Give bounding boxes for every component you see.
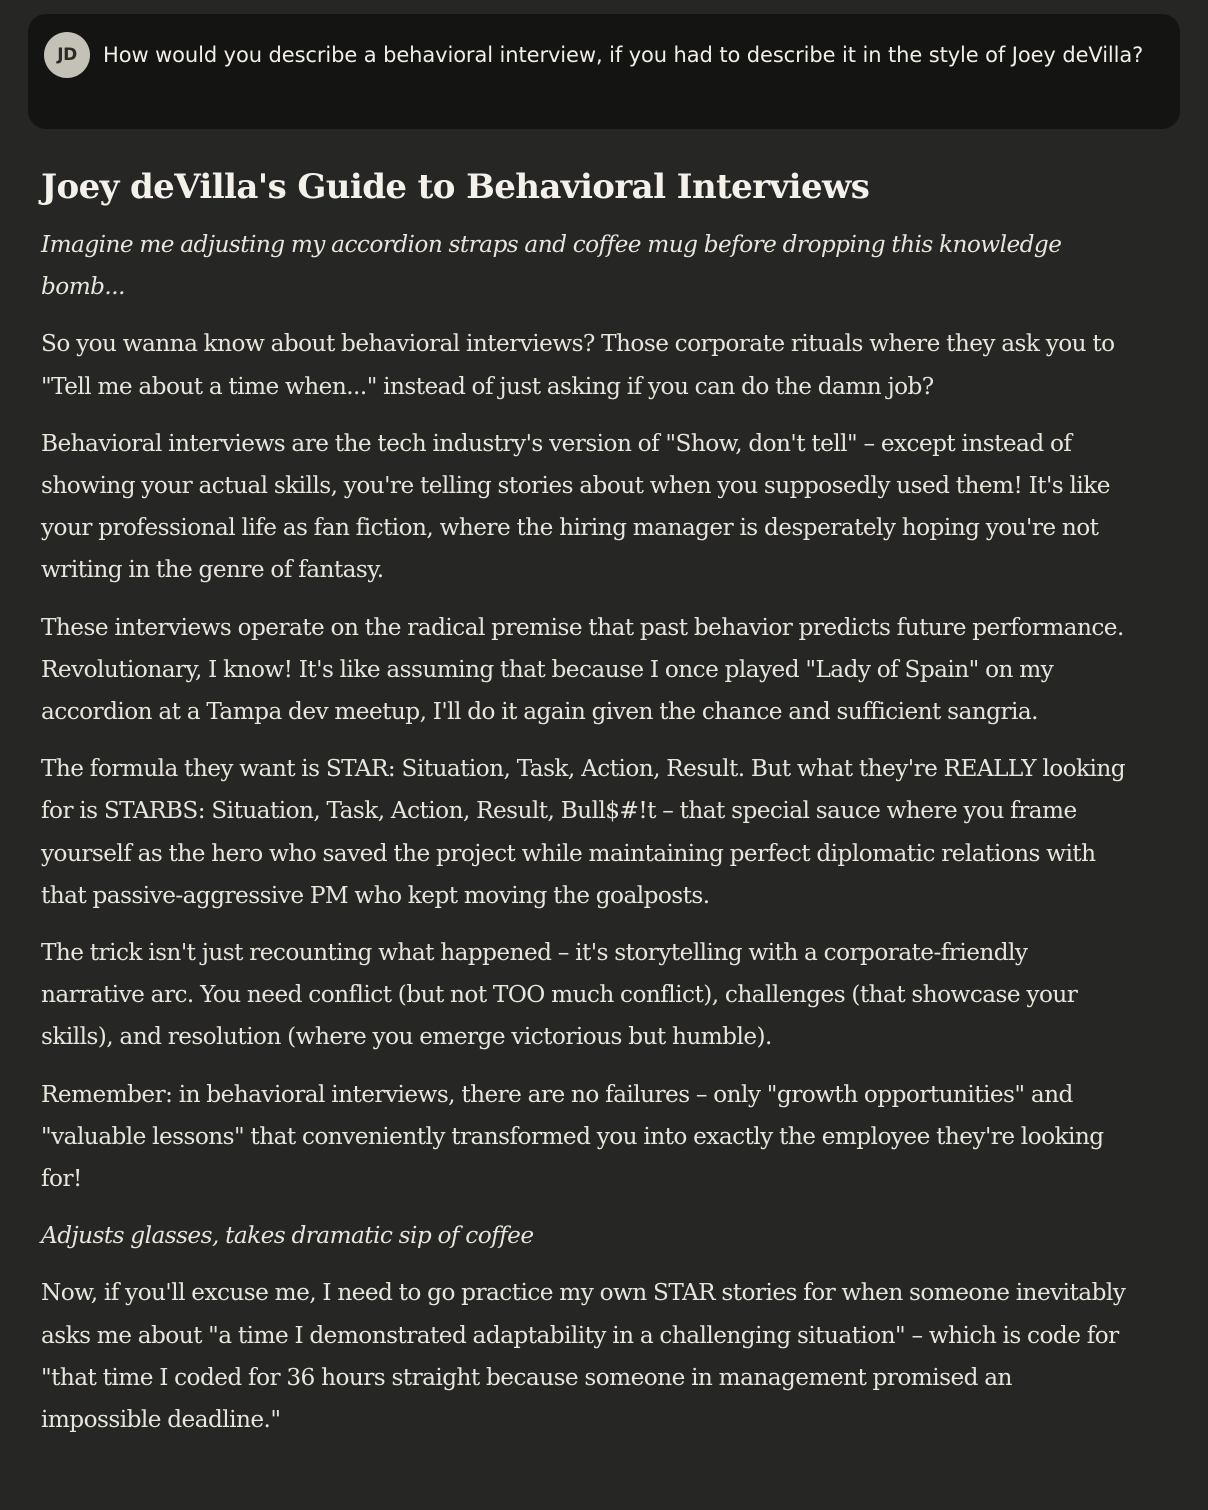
response-paragraph-aside: Adjusts glasses, takes dramatic sip of coffee	[41, 1222, 534, 1250]
user-message-bubble	[28, 14, 1180, 129]
response-paragraph: The formula they want is STAR: Situation, Task, Action, Result. But what they're REALLY looking for is STARBS: Situation, Task, Action, Result, Bull$#!t – that special sauce where you frame yourself as the hero who saved the project while maintaining perfect diplomatic relations with that passive-aggressive PM who kept moving the goalposts.	[41, 755, 1126, 909]
response-paragraph: These interviews operate on the radical premise that past behavior predicts future performance. Revolutionary, I know! It's like assuming that because I once played "Lady of Spain" on my accordion at a Tampa dev meetup, I'll do it again given the chance and sufficient sangria.	[41, 613, 1124, 726]
assistant-response	[41, 160, 1131, 1456]
user-avatar: JD	[44, 32, 90, 78]
response-paragraph: Behavioral interviews are the tech industry's version of "Show, don't tell" – except instead of showing your actual skills, you're telling stories about when you supposedly used them! It's like your professional life as fan fiction, where the hiring manager is desperately hoping you're not writing in the genre of fantasy.	[41, 429, 1110, 584]
response-paragraph-intro: Imagine me adjusting my accordion straps and coffee mug before dropping this knowledge bomb...	[41, 231, 1062, 301]
response-paragraph: Remember: in behavioral interviews, there are no failures – only "growth opportunities" and "valuable lessons" that conveniently transformed you into exactly the employee they're looking for!	[41, 1080, 1104, 1193]
user-message-text: How would you describe a behavioral interview, if you had to describe it in the style of Joey deVilla?	[103, 43, 1144, 67]
response-paragraph: Now, if you'll excuse me, I need to go practice my own STAR stories for when someone inevitably asks me about "a time I demonstrated adaptability in a challenging situation" – which is code for "that time I coded for 36 hours straight because someone in management promised an impossible deadline."	[41, 1279, 1126, 1434]
response-paragraph: The trick isn't just recounting what happened – it's storytelling with a corporate-friendly narrative arc. You need conflict (but not TOO much conflict), challenges (that showcase your skills), and resolution (where you emerge victorious but humble).	[41, 939, 1078, 1051]
response-paragraph: So you wanna know about behavioral interviews? Those corporate rituals where they ask you to "Tell me about a time when..." instead of just asking if you can do the damn job?	[41, 330, 1115, 400]
response-title: Joey deVilla's Guide to Behavioral Interviews	[41, 167, 870, 207]
